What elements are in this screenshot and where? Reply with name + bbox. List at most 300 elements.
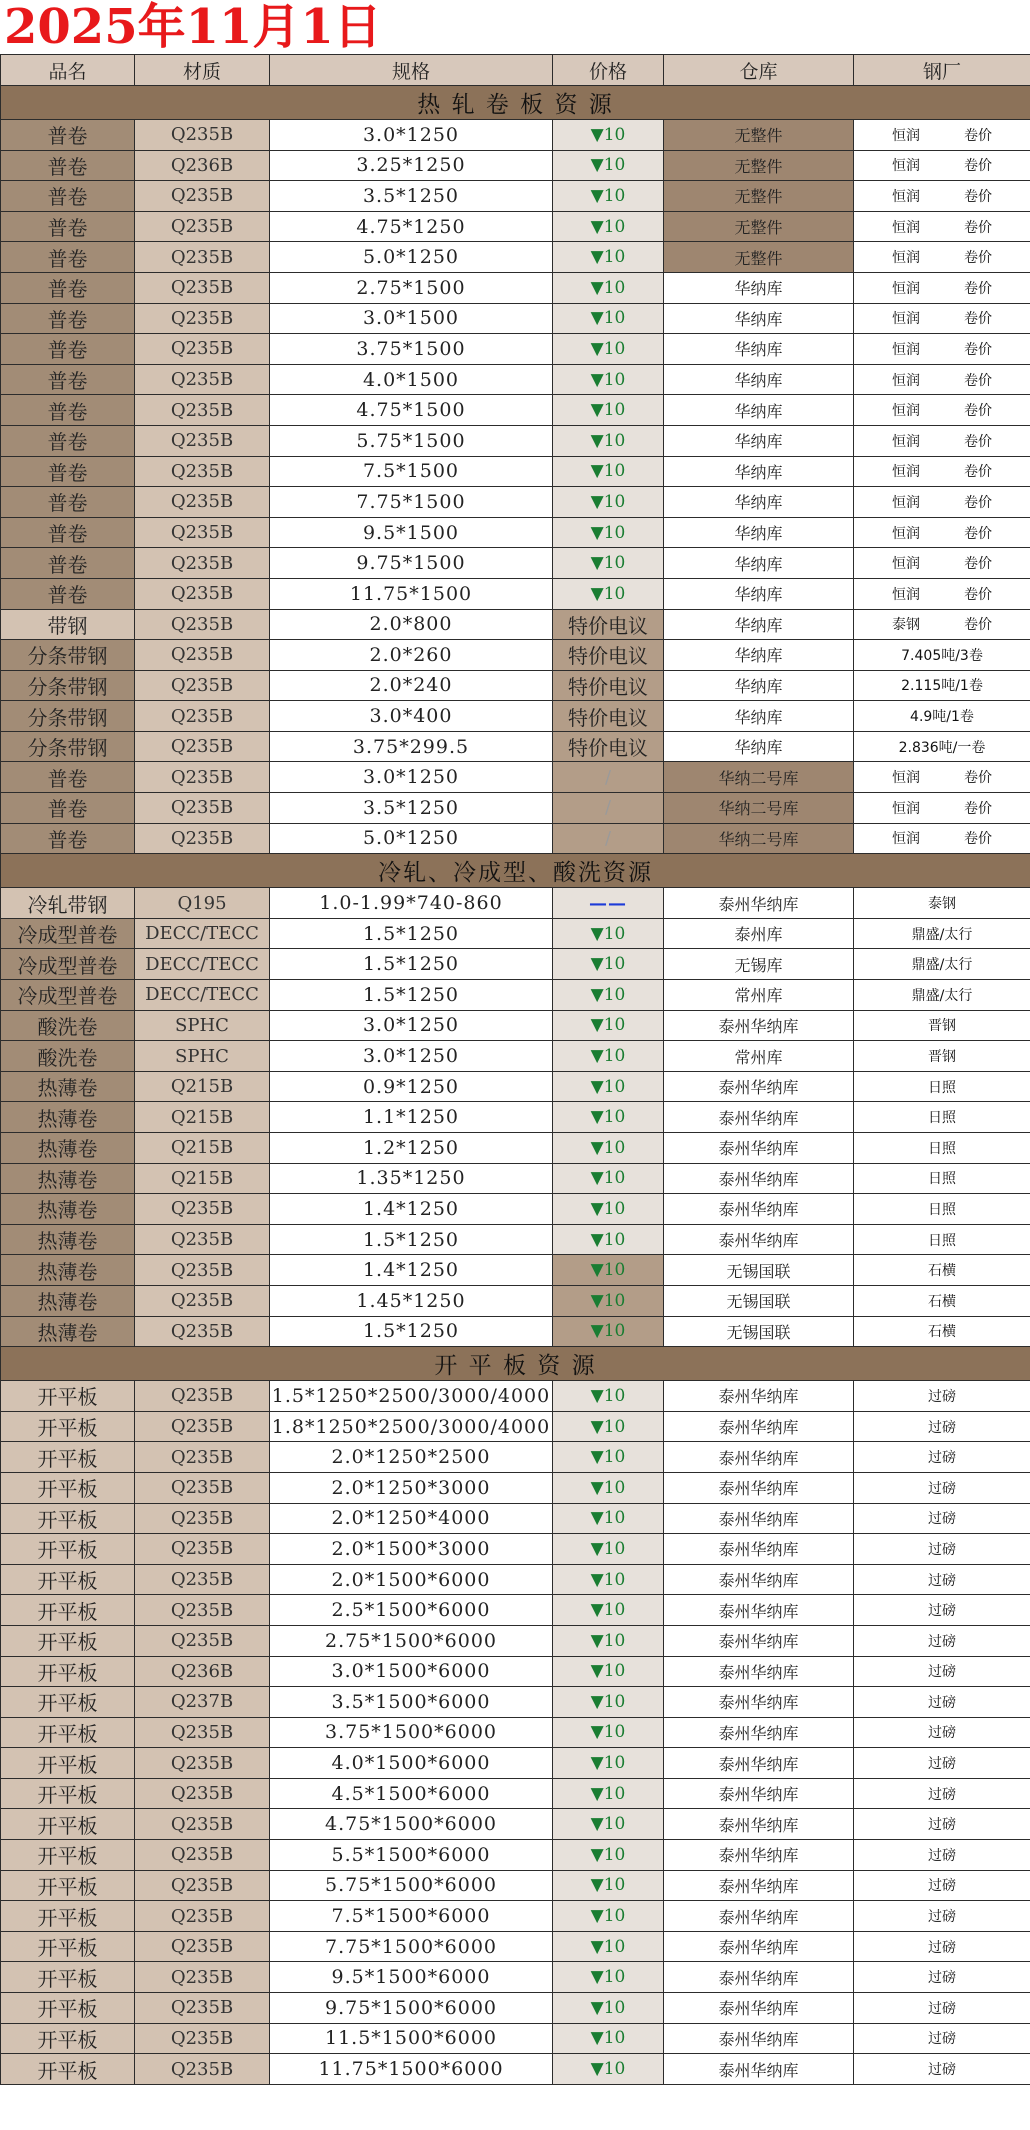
material-cell: Q235B xyxy=(135,1870,270,1901)
mill-name: 恒润 xyxy=(892,219,920,236)
product-name-cell: 酸洗卷 xyxy=(1,1041,135,1072)
price-cell xyxy=(553,640,664,671)
mill-name: 过磅 xyxy=(928,1511,956,1528)
mill-cell xyxy=(854,1717,1030,1748)
material-cell: Q235B xyxy=(135,1778,270,1809)
mill-cell xyxy=(854,1931,1030,1962)
price-cell xyxy=(553,731,664,762)
mill-cell xyxy=(854,1163,1030,1194)
table-row xyxy=(1,701,1030,732)
mill-name: 恒润 xyxy=(892,341,920,358)
warehouse-cell: 华纳库 xyxy=(664,364,854,395)
mill-name: 恒润 xyxy=(892,800,920,817)
mill-name: 过磅 xyxy=(928,1664,956,1681)
material-cell: Q235B xyxy=(135,242,270,273)
material-cell: Q235B xyxy=(135,425,270,456)
warehouse-cell: 泰州华纳库 xyxy=(664,1625,854,1656)
material-cell: Q235B xyxy=(135,1840,270,1871)
mill-cell xyxy=(854,120,1030,151)
price-down-value: ▼10 xyxy=(590,1538,626,1559)
mill-name: 恒润 xyxy=(892,433,920,450)
warehouse-cell: 华纳库 xyxy=(664,425,854,456)
price-down-value: ▼10 xyxy=(590,1569,626,1590)
price-down-value: ▼10 xyxy=(590,1229,626,1250)
table-row xyxy=(1,517,1030,548)
table-row xyxy=(1,1931,1030,1962)
spec-cell: 9.5*1500 xyxy=(270,517,553,548)
spec-cell: 1.5*1250*2500/3000/4000 xyxy=(270,1381,553,1412)
price-down-value: ▼10 xyxy=(590,522,626,543)
warehouse-cell: 无锡国联 xyxy=(664,1255,854,1286)
mill-cell xyxy=(854,731,1030,762)
spec-cell: 3.5*1250 xyxy=(270,181,553,212)
material-cell: Q235B xyxy=(135,1931,270,1962)
price-down-value: ▼10 xyxy=(590,1168,626,1189)
table-row xyxy=(1,395,1030,426)
mill-cell xyxy=(854,1010,1030,1041)
price-down-value: ▼10 xyxy=(590,954,626,975)
product-name-cell: 带钢 xyxy=(1,609,135,640)
mill-name: 过磅 xyxy=(928,1419,956,1436)
mill-cell xyxy=(854,1840,1030,1871)
col-header-mill: 钢厂 xyxy=(854,55,1030,86)
section-title: 冷轧、冷成型、酸洗资源 xyxy=(1,854,1030,888)
product-name-cell: 开平板 xyxy=(1,1687,135,1718)
price-cell xyxy=(553,395,664,426)
price-value: 特价电议 xyxy=(568,705,648,730)
warehouse-cell: 泰州华纳库 xyxy=(664,1381,854,1412)
mill-name: 石横 xyxy=(928,1263,956,1280)
spec-cell: 5.5*1500*6000 xyxy=(270,1840,553,1871)
mill-name: 晋钢 xyxy=(928,1018,956,1035)
product-name-cell: 普卷 xyxy=(1,334,135,365)
price-down-value: ▼10 xyxy=(590,2059,626,2080)
spec-cell: 11.75*1500 xyxy=(270,578,553,609)
price-cell xyxy=(553,1656,664,1687)
price-cell xyxy=(553,1411,664,1442)
mill-cell xyxy=(854,150,1030,181)
spec-cell: 3.0*1500*6000 xyxy=(270,1656,553,1687)
material-cell: Q235B xyxy=(135,303,270,334)
price-down-value: ▼10 xyxy=(590,553,626,574)
warehouse-cell: 泰州华纳库 xyxy=(664,1595,854,1626)
spec-cell: 5.0*1250 xyxy=(270,823,553,854)
spec-cell: 2.75*1500 xyxy=(270,272,553,303)
product-name-cell: 开平板 xyxy=(1,1778,135,1809)
price-down-value: ▼10 xyxy=(590,1814,626,1835)
spec-cell: 1.1*1250 xyxy=(270,1102,553,1133)
table-row xyxy=(1,1656,1030,1687)
warehouse-cell: 华纳库 xyxy=(664,272,854,303)
price-down-value: ▼10 xyxy=(590,461,626,482)
table-row xyxy=(1,242,1030,273)
mill-name: 过磅 xyxy=(928,1694,956,1711)
mill-name: 7.405吨/3卷 xyxy=(901,647,983,664)
spec-cell: 2.0*1250*4000 xyxy=(270,1503,553,1534)
price-down-value: ▼10 xyxy=(590,923,626,944)
table-row xyxy=(1,1316,1030,1347)
table-row xyxy=(1,1163,1030,1194)
warehouse-cell: 华纳库 xyxy=(664,548,854,579)
mill-cell xyxy=(854,487,1030,518)
product-name-cell: 普卷 xyxy=(1,303,135,334)
mill-cell xyxy=(854,1224,1030,1255)
product-name-cell: 普卷 xyxy=(1,793,135,824)
spec-cell: 4.5*1500*6000 xyxy=(270,1778,553,1809)
mill-name: 过磅 xyxy=(928,1572,956,1589)
mill-name: 过磅 xyxy=(928,2062,956,2079)
warehouse-cell: 华纳二号库 xyxy=(664,762,854,793)
mill-cell xyxy=(854,242,1030,273)
spec-cell: 2.5*1500*6000 xyxy=(270,1595,553,1626)
spec-cell: 3.0*1250 xyxy=(270,120,553,151)
spec-cell: 7.75*1500 xyxy=(270,487,553,518)
spec-cell: 1.5*1250 xyxy=(270,980,553,1011)
col-header-spec: 规格 xyxy=(270,55,553,86)
product-name-cell: 分条带钢 xyxy=(1,670,135,701)
price-cell xyxy=(553,1870,664,1901)
section-row xyxy=(1,86,1030,120)
table-row xyxy=(1,1255,1030,1286)
material-cell: Q235B xyxy=(135,211,270,242)
price-down-value: ▼10 xyxy=(590,1321,626,1342)
warehouse-cell: 泰州华纳库 xyxy=(664,1102,854,1133)
section-row xyxy=(1,1347,1030,1381)
warehouse-cell: 泰州华纳库 xyxy=(664,2023,854,2054)
price-value: 特价电议 xyxy=(568,644,648,669)
mill-name: 恒润 xyxy=(892,127,920,144)
mill-cell xyxy=(854,1870,1030,1901)
price-value: 特价电议 xyxy=(568,613,648,638)
product-name-cell: 普卷 xyxy=(1,456,135,487)
mill-name: 恒润 xyxy=(892,494,920,511)
mill-name: 过磅 xyxy=(928,1786,956,1803)
product-name-cell: 热薄卷 xyxy=(1,1133,135,1164)
mill-name: 过磅 xyxy=(928,1909,956,1926)
material-cell: Q235B xyxy=(135,1901,270,1932)
price-cell xyxy=(553,1503,664,1534)
price-down-value: ▼10 xyxy=(590,124,626,145)
price-cell xyxy=(553,918,664,949)
price-down-value: ▼10 xyxy=(590,2028,626,2049)
material-cell: Q235B xyxy=(135,1194,270,1225)
mill-cell xyxy=(854,949,1030,980)
spec-cell: 7.5*1500*6000 xyxy=(270,1901,553,1932)
mill-cell xyxy=(854,1442,1030,1473)
mill-cell xyxy=(854,1194,1030,1225)
mill-cell xyxy=(854,823,1030,854)
warehouse-cell: 泰州华纳库 xyxy=(664,1194,854,1225)
product-name-cell: 热薄卷 xyxy=(1,1071,135,1102)
spec-cell: 4.0*1500*6000 xyxy=(270,1748,553,1779)
table-row xyxy=(1,1010,1030,1041)
product-name-cell: 普卷 xyxy=(1,548,135,579)
table-row xyxy=(1,1381,1030,1412)
spec-cell: 3.5*1250 xyxy=(270,793,553,824)
price-cell xyxy=(553,1993,664,2024)
spec-cell: 1.5*1250 xyxy=(270,1224,553,1255)
product-name-cell: 冷成型普卷 xyxy=(1,918,135,949)
product-name-cell: 开平板 xyxy=(1,1931,135,1962)
price-cell xyxy=(553,120,664,151)
product-name-cell: 普卷 xyxy=(1,823,135,854)
table-row xyxy=(1,609,1030,640)
warehouse-cell: 泰州华纳库 xyxy=(664,1717,854,1748)
material-cell: Q235B xyxy=(135,1472,270,1503)
price-down-value: ▼10 xyxy=(590,1967,626,1988)
spec-cell: 1.0-1.99*740-860 xyxy=(270,888,553,919)
price-cell xyxy=(553,1901,664,1932)
warehouse-cell: 泰州华纳库 xyxy=(664,1010,854,1041)
price-cell xyxy=(553,1381,664,1412)
material-cell: Q235B xyxy=(135,640,270,671)
mill-note: 卷价 xyxy=(964,617,992,634)
spec-cell: 3.25*1250 xyxy=(270,150,553,181)
material-cell: Q235B xyxy=(135,762,270,793)
page-title: 2025年11月1日 xyxy=(4,0,382,55)
material-cell: SPHC xyxy=(135,1010,270,1041)
warehouse-cell: 无锡库 xyxy=(664,949,854,980)
price-down-value: ▼10 xyxy=(590,400,626,421)
material-cell: Q235B xyxy=(135,517,270,548)
price-down-value: ▼10 xyxy=(590,1508,626,1529)
mill-cell xyxy=(854,1255,1030,1286)
product-name-cell: 普卷 xyxy=(1,517,135,548)
material-cell: Q235B xyxy=(135,1717,270,1748)
table-row xyxy=(1,303,1030,334)
spec-cell: 2.0*1250*3000 xyxy=(270,1472,553,1503)
mill-cell xyxy=(854,1748,1030,1779)
mill-note: 卷价 xyxy=(964,433,992,450)
mill-name: 过磅 xyxy=(928,1480,956,1497)
warehouse-cell: 华纳库 xyxy=(664,578,854,609)
mill-name: 鼎盛/太行 xyxy=(911,957,973,974)
table-row xyxy=(1,2054,1030,2085)
mill-name: 日照 xyxy=(928,1232,956,1249)
price-down-value: ▼10 xyxy=(590,155,626,176)
price-down-value: ▼10 xyxy=(590,1783,626,1804)
resource-table xyxy=(0,54,1030,2085)
mill-cell xyxy=(854,793,1030,824)
mill-name: 过磅 xyxy=(928,1633,956,1650)
product-name-cell: 冷成型普卷 xyxy=(1,949,135,980)
table-row xyxy=(1,1840,1030,1871)
warehouse-cell: 华纳库 xyxy=(664,517,854,548)
material-cell: Q235B xyxy=(135,670,270,701)
price-cell xyxy=(553,670,664,701)
mill-name: 鼎盛/太行 xyxy=(911,926,973,943)
spec-cell: 4.0*1500 xyxy=(270,364,553,395)
mill-cell xyxy=(854,517,1030,548)
price-cell xyxy=(553,1564,664,1595)
spec-cell: 1.8*1250*2500/3000/4000 xyxy=(270,1411,553,1442)
price-cell xyxy=(553,1194,664,1225)
mill-name: 日照 xyxy=(928,1201,956,1218)
table-row xyxy=(1,548,1030,579)
price-down-value: ▼10 xyxy=(590,1416,626,1437)
section-title: 热 轧 卷 板 资 源 xyxy=(1,86,1030,120)
product-name-cell: 开平板 xyxy=(1,1564,135,1595)
price-cell xyxy=(553,517,664,548)
mill-cell xyxy=(854,1993,1030,2024)
table-row xyxy=(1,1041,1030,1072)
warehouse-cell: 华纳库 xyxy=(664,701,854,732)
product-name-cell: 普卷 xyxy=(1,242,135,273)
price-cell xyxy=(553,762,664,793)
price-cell xyxy=(553,1840,664,1871)
spec-cell: 2.0*1250*2500 xyxy=(270,1442,553,1473)
price-cell xyxy=(553,1534,664,1565)
mill-name: 过磅 xyxy=(928,2031,956,2048)
warehouse-cell: 华纳库 xyxy=(664,640,854,671)
spec-cell: 0.9*1250 xyxy=(270,1071,553,1102)
warehouse-cell: 无整件 xyxy=(664,120,854,151)
mill-cell xyxy=(854,1472,1030,1503)
mill-name: 过磅 xyxy=(928,1603,956,1620)
table-row xyxy=(1,1442,1030,1473)
spec-cell: 4.75*1500 xyxy=(270,395,553,426)
spec-cell: 1.4*1250 xyxy=(270,1194,553,1225)
mill-cell xyxy=(854,1411,1030,1442)
price-down-value: ▼10 xyxy=(590,1260,626,1281)
mill-name: 恒润 xyxy=(892,586,920,603)
material-cell: Q235B xyxy=(135,1411,270,1442)
table-row xyxy=(1,1194,1030,1225)
mill-name: 过磅 xyxy=(928,1817,956,1834)
table-row xyxy=(1,181,1030,212)
table-row xyxy=(1,456,1030,487)
material-cell: Q235B xyxy=(135,548,270,579)
mill-name: 恒润 xyxy=(892,525,920,542)
price-down-value: ▼10 xyxy=(590,1661,626,1682)
warehouse-cell: 常州库 xyxy=(664,1041,854,1072)
product-name-cell: 分条带钢 xyxy=(1,701,135,732)
warehouse-cell: 无整件 xyxy=(664,242,854,273)
price-cell xyxy=(553,1316,664,1347)
table-row xyxy=(1,949,1030,980)
price-value: / xyxy=(604,766,612,788)
mill-cell xyxy=(854,762,1030,793)
warehouse-cell: 泰州华纳库 xyxy=(664,1687,854,1718)
price-down-value: ▼10 xyxy=(590,583,626,604)
col-header-material: 材质 xyxy=(135,55,270,86)
mill-cell xyxy=(854,1564,1030,1595)
table-row xyxy=(1,918,1030,949)
warehouse-cell: 泰州华纳库 xyxy=(664,1931,854,1962)
mill-name: 泰钢 xyxy=(892,617,920,634)
mill-cell xyxy=(854,1071,1030,1102)
table-row xyxy=(1,670,1030,701)
material-cell: Q235B xyxy=(135,2023,270,2054)
product-name-cell: 热薄卷 xyxy=(1,1316,135,1347)
warehouse-cell: 泰州华纳库 xyxy=(664,1163,854,1194)
material-cell: Q235B xyxy=(135,334,270,365)
warehouse-cell: 无锡国联 xyxy=(664,1316,854,1347)
warehouse-cell: 泰州库 xyxy=(664,918,854,949)
product-name-cell: 普卷 xyxy=(1,181,135,212)
product-name-cell: 热薄卷 xyxy=(1,1102,135,1133)
warehouse-cell: 泰州华纳库 xyxy=(664,1901,854,1932)
warehouse-cell: 泰州华纳库 xyxy=(664,1993,854,2024)
mill-note: 卷价 xyxy=(964,831,992,848)
spec-cell: 5.75*1500 xyxy=(270,425,553,456)
table-row xyxy=(1,1962,1030,1993)
table-row xyxy=(1,1809,1030,1840)
mill-cell xyxy=(854,1625,1030,1656)
price-down-value: ▼10 xyxy=(590,1906,626,1927)
price-cell xyxy=(553,793,664,824)
spec-cell: 3.0*400 xyxy=(270,701,553,732)
price-cell xyxy=(553,1687,664,1718)
material-cell: Q235B xyxy=(135,578,270,609)
warehouse-cell: 泰州华纳库 xyxy=(664,1133,854,1164)
mill-cell xyxy=(854,640,1030,671)
mill-name: 4.9吨/1卷 xyxy=(910,709,974,726)
material-cell: Q235B xyxy=(135,1564,270,1595)
price-cell xyxy=(553,609,664,640)
spec-cell: 1.35*1250 xyxy=(270,1163,553,1194)
product-name-cell: 普卷 xyxy=(1,120,135,151)
table-row xyxy=(1,334,1030,365)
table-row xyxy=(1,578,1030,609)
price-down-value: ▼10 xyxy=(590,491,626,512)
mill-note: 卷价 xyxy=(964,770,992,787)
mill-note: 卷价 xyxy=(964,525,992,542)
price-down-value: ▼10 xyxy=(590,247,626,268)
mill-name: 过磅 xyxy=(928,1541,956,1558)
product-name-cell: 开平板 xyxy=(1,1717,135,1748)
spec-cell: 7.5*1500 xyxy=(270,456,553,487)
material-cell: Q235B xyxy=(135,731,270,762)
mill-note: 卷价 xyxy=(964,586,992,603)
product-name-cell: 热薄卷 xyxy=(1,1194,135,1225)
mill-name: 日照 xyxy=(928,1140,956,1157)
table-row xyxy=(1,762,1030,793)
mill-cell xyxy=(854,888,1030,919)
section-row xyxy=(1,854,1030,888)
spec-cell: 2.0*260 xyxy=(270,640,553,671)
price-cell xyxy=(553,1133,664,1164)
mill-name: 恒润 xyxy=(892,464,920,481)
price-down-value: ▼10 xyxy=(590,216,626,237)
mill-name: 过磅 xyxy=(928,2000,956,2017)
warehouse-cell: 华纳库 xyxy=(664,303,854,334)
mill-name: 过磅 xyxy=(928,1878,956,1895)
price-cell xyxy=(553,1010,664,1041)
product-name-cell: 开平板 xyxy=(1,1625,135,1656)
table-row xyxy=(1,1285,1030,1316)
product-name-cell: 冷轧带钢 xyxy=(1,888,135,919)
material-cell: Q236B xyxy=(135,1656,270,1687)
table-row xyxy=(1,823,1030,854)
material-cell: Q215B xyxy=(135,1163,270,1194)
mill-name: 晋钢 xyxy=(928,1049,956,1066)
mill-name: 过磅 xyxy=(928,1388,956,1405)
mill-name: 过磅 xyxy=(928,1756,956,1773)
material-cell: Q235B xyxy=(135,456,270,487)
product-name-cell: 开平板 xyxy=(1,1870,135,1901)
warehouse-cell: 泰州华纳库 xyxy=(664,1564,854,1595)
warehouse-cell: 泰州华纳库 xyxy=(664,1411,854,1442)
spec-cell: 4.75*1250 xyxy=(270,211,553,242)
mill-note: 卷价 xyxy=(964,250,992,267)
price-cell xyxy=(553,578,664,609)
price-cell xyxy=(553,980,664,1011)
spec-cell: 3.0*1500 xyxy=(270,303,553,334)
mill-cell xyxy=(854,1316,1030,1347)
price-down-value: ▼10 xyxy=(590,369,626,390)
price-cell xyxy=(553,823,664,854)
